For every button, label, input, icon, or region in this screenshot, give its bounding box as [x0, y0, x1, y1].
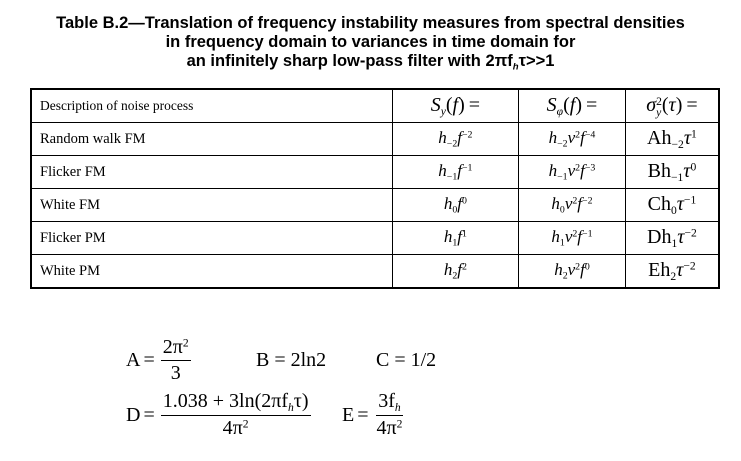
- sphi-expression: $h_1\nu^2f^{-1}$: [519, 222, 626, 255]
- caption-line-2: in frequency domain to variances in time domain for: [165, 33, 576, 51]
- sigma-expression: $Eh_2\tau^{-2}$: [625, 255, 719, 289]
- formula-C: [376, 349, 436, 372]
- noise-description: Flicker PM: [31, 222, 392, 255]
- noise-description: White FM: [31, 189, 392, 222]
- formula-E: E = $\frac{3f_h}{4\pi^2}$: [342, 390, 403, 440]
- noise-translation-table: [30, 88, 720, 289]
- formula-D-num-pre: 1.038 + 3ln(2πf: [162, 390, 288, 412]
- formula-A: A = $\frac{2\pi^2}{3}$: [126, 336, 189, 384]
- formula-E-num-sub: h: [394, 401, 401, 415]
- noise-description: White PM: [31, 255, 392, 289]
- formula-D-num-post: τ): [293, 390, 309, 412]
- formula-C-text: C = 1/2: [376, 349, 437, 371]
- sigma-expression: $Bh_{-1}\tau^0$: [625, 156, 719, 189]
- sphi-expression: $h_2\nu^2f^0$: [519, 255, 626, 289]
- caption-line-3-sub: h: [512, 61, 519, 73]
- sphi-expression: $h_0\nu^2f^{-2}$: [519, 189, 626, 222]
- formula-E-den: 4π: [376, 417, 397, 440]
- formula-A-den: 3: [170, 362, 181, 384]
- caption-line-1: Table B.2—Translation of frequency instability measures from spectral densities: [56, 14, 685, 32]
- sy-expression: $h_2f^2$: [392, 255, 518, 289]
- header-description: Description of noise process: [31, 89, 392, 123]
- caption-line-3-text: an infinitely sharp low-pass filter with 2πf: [186, 52, 513, 70]
- table-header-row: [31, 89, 719, 123]
- formula-A-num: 2π: [162, 336, 183, 358]
- sy-expression: $h_{-1}f^{-1}$: [392, 156, 518, 189]
- caption-line-3: [0, 52, 741, 76]
- sy-expression: $h_0f^0$: [392, 189, 518, 222]
- table-row: [31, 222, 719, 255]
- header-sigma: σ 2 y (τ) =: [625, 89, 719, 123]
- caption-line-3-end: τ>>1: [518, 52, 555, 70]
- sphi-expression: $h_{-2}\nu^2f^{-4}$: [519, 123, 626, 156]
- table-row: [31, 255, 719, 289]
- formula-E-num: 3f: [378, 390, 395, 412]
- formula-D-den: 4π: [222, 417, 243, 440]
- formula-D-den-sup: 2: [242, 418, 249, 431]
- formula-A-num-sup: 2: [182, 336, 189, 350]
- sigma-expression: $Dh_1\tau^{-2}$: [625, 222, 719, 255]
- formula-B: [256, 349, 326, 372]
- sphi-expression: $h_{-1}\nu^2f^{-3}$: [519, 156, 626, 189]
- header-sphi: $S_\varphi(f)$ =: [519, 89, 626, 123]
- formula-D-num-sub: h: [288, 401, 294, 415]
- sigma-expression: $Ch_0\tau^{-1}$: [625, 189, 719, 222]
- formula-A-lhs: A: [126, 349, 141, 371]
- sy-expression: $h_1f^1$: [392, 222, 518, 255]
- sigma-expression: $Ah_{-2}\tau^1$: [625, 123, 719, 156]
- header-sy: $S_y(f)$ =: [392, 89, 518, 123]
- noise-description: Random walk FM: [31, 123, 392, 156]
- formula-E-lhs: E: [342, 403, 355, 426]
- formula-D-lhs: D: [126, 403, 141, 426]
- table-caption: [0, 14, 741, 76]
- table-row: [31, 189, 719, 222]
- formula-E-den-sup: 2: [396, 418, 403, 431]
- noise-description: Flicker FM: [31, 156, 392, 189]
- table-row: [31, 123, 719, 156]
- formula-D: D = $\frac{1.038 + 3\ln(2\pi f_h\tau)}{4\pi^2}$: [126, 390, 309, 440]
- sy-expression: $h_{-2}f^{-2}$: [392, 123, 518, 156]
- formula-B-text: B = 2ln2: [256, 349, 327, 371]
- table-row: [31, 156, 719, 189]
